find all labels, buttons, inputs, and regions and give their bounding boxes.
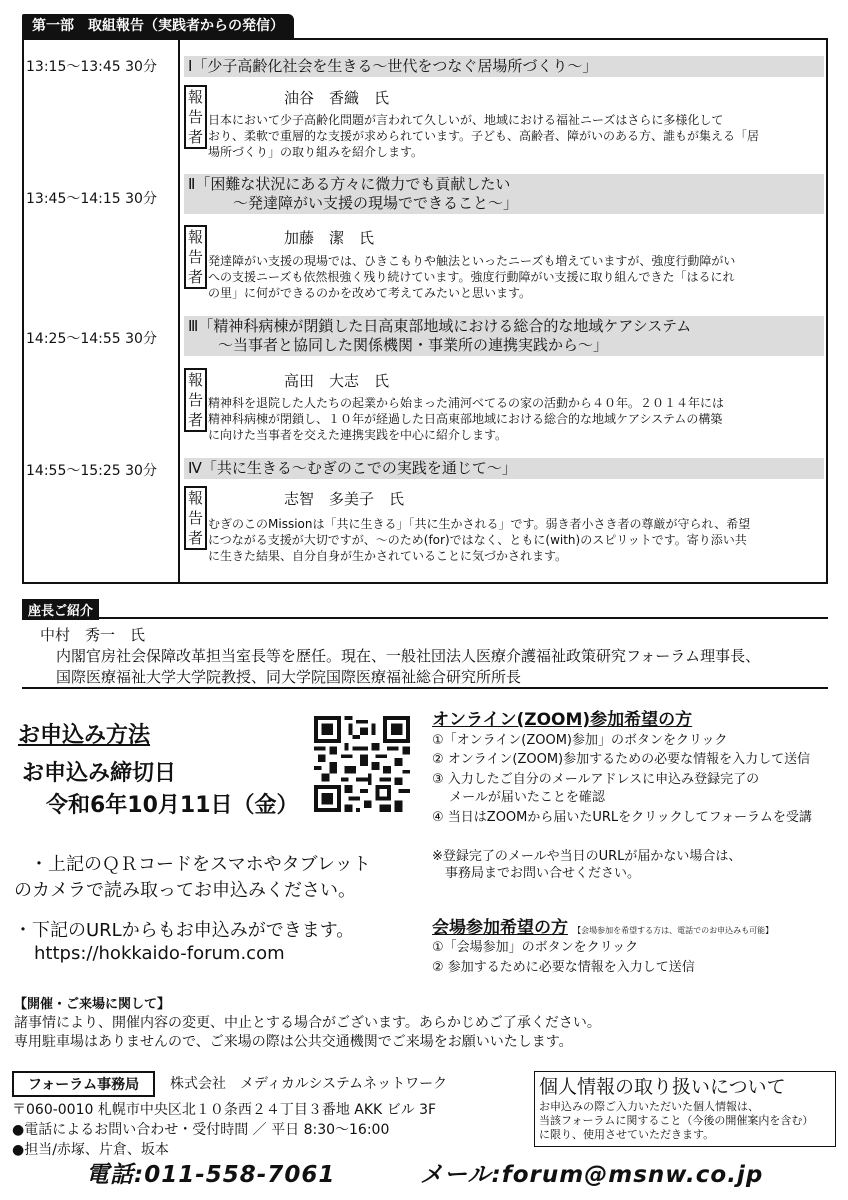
- qr-note-line: ・上記のＱＲコードをスマホやタブレット: [30, 854, 371, 875]
- qr-code-icon[interactable]: [314, 716, 410, 812]
- desc-line: 精神科を退院した人たちの起業から始まった浦河べてるの家の活動から４０年。２０１４年には: [208, 396, 725, 410]
- reporter-label: 報告者: [184, 225, 207, 289]
- desc-line: 精神科病棟が閉鎖し、１０年が経過した日高東部地域における総合的な地域ケアシステムの構築: [208, 412, 723, 426]
- apply-method-title: お申込み方法: [18, 723, 151, 748]
- online-step: ② オンライン(ZOOM)参加するための必要な情報を入力して送信: [432, 752, 811, 767]
- privacy-title: 個人情報の取り扱いについて: [539, 1076, 786, 1098]
- notice-title: 【開催・ご来場に関して】: [14, 997, 171, 1012]
- desc-line: 日本において少子高齢化問題が言われて久しいが、地域における福祉ニーズはさらに多様化して: [208, 113, 724, 127]
- privacy-line: お申込みの際ご入力いただいた個人情報は、: [539, 1100, 759, 1113]
- online-step: ④ 当日はZOOMから届いたURLをクリックしてフォーラムを受講: [432, 810, 812, 825]
- topic-line: Ⅳ「共に生きる～むぎのこでの実践を通じて～」: [188, 459, 517, 477]
- session-4-description: [208, 516, 828, 564]
- topic-line: ～当事者と協同した関係機関・事業所の連携実践から～」: [188, 336, 609, 354]
- reporter-label: 報告者: [184, 368, 207, 432]
- chair-title: 座長ご紹介: [22, 599, 99, 620]
- venue-heading: [432, 913, 773, 938]
- online-step: ③ 入力したご自分のメールアドレスに申込み登録完了の: [432, 772, 760, 787]
- desc-line: むぎのこのMissionは「共に生きる」「共に生かされる」です。弱き者小さき者の尊厳が守られ、希望: [208, 517, 751, 531]
- reporter-name: 志智 多美子 氏: [284, 490, 405, 508]
- privacy-box: [534, 1071, 836, 1147]
- session-3-topic: [184, 316, 824, 356]
- office-address: 〒060-0010 札幌市中央区北１０条西２４丁目３番地 AKK ビル 3F: [12, 1102, 437, 1118]
- notice-line: 専用駐車場はありませんので、ご来場の際は公共交通機関でご来場をお願いいたします。: [14, 1034, 573, 1050]
- reporter-name: 油谷 香織 氏: [284, 89, 390, 107]
- session-2-description: [208, 253, 828, 301]
- notice-line: 諸事情により、開催内容の変更、中止とする場合がございます。あらかじめご了承ください。: [14, 1015, 601, 1031]
- deadline-date: 令和6年10月11日（金）: [46, 793, 299, 818]
- desc-line: に向けた当事者を交えた連携実践を中心に紹介します。: [208, 428, 508, 442]
- office-company: 株式会社 メディカルシステムネットワーク: [170, 1076, 448, 1092]
- topic-line: Ⅰ「少子高齢化社会を生きる～世代をつなぐ居場所づくり～」: [188, 57, 598, 75]
- chair-box: [22, 617, 828, 689]
- session-1-description: [208, 112, 828, 160]
- privacy-line: に限り、使用させていただきます。: [539, 1128, 715, 1141]
- online-title: オンライン(ZOOM)参加希望の方: [432, 710, 693, 730]
- reporter-label: 報告者: [184, 85, 207, 149]
- online-note: ※登録完了のメールや当日のURLが届かない場合は、: [432, 849, 742, 864]
- desc-line: への支援ニーズも依然根強く残り続けています。強度行動障がい支援に取り組んできた「はるにれ: [208, 270, 735, 284]
- desc-line: 場所づくり」の取り組みを紹介します。: [208, 145, 424, 159]
- topic-line: Ⅲ「精神科病棟が閉鎖した日高東部地域における総合的な地域ケアシステム: [188, 317, 692, 335]
- desc-line: 発達障がい支援の現場では、ひきこもりや触法といったニーズも増えていますが、強度行動障がい: [208, 254, 736, 268]
- time-column: [24, 40, 180, 582]
- deadline-label: お申込み締切日: [22, 761, 177, 786]
- phone-number[interactable]: 電話:011-558-7061: [86, 1162, 336, 1188]
- part1-title: 第一部 取組報告（実践者からの発信）: [22, 14, 294, 38]
- desc-line: に生きた結果、自分自身が生かされていることに気づかされます。: [208, 549, 568, 563]
- topic-line: Ⅱ「困難な状況にある方々に微力でも貢献したい: [188, 175, 511, 193]
- session-3-time: 14:25～14:55 30分: [26, 331, 157, 347]
- venue-title: 会場参加希望の方: [432, 918, 568, 938]
- application-url-link[interactable]: https://hokkaido-forum.com: [34, 943, 285, 964]
- program-box: [22, 38, 828, 584]
- office-hours: ●電話によるお問い合わせ・受付時間 ／ 平日 8:30～16:00: [12, 1122, 390, 1138]
- session-4-topic: [184, 458, 824, 479]
- session-2-topic: [184, 174, 824, 214]
- venue-step: ①「会場参加」のボタンをクリック: [432, 940, 639, 955]
- qr-note-line: のカメラで読み取ってお申込みください。: [14, 880, 356, 901]
- reporter-name: 加藤 潔 氏: [284, 229, 375, 247]
- email-address[interactable]: メール:forum@msnw.co.jp: [420, 1162, 764, 1188]
- topic-line: ～発達障がい支援の現場でできること～」: [188, 194, 519, 212]
- privacy-line: 当該フォーラムに関すること（今後の開催案内を含む）: [539, 1114, 814, 1127]
- desc-line: の里」に何ができるのかを改めて考えてみたいと思います。: [208, 286, 532, 300]
- online-step: ①「オンライン(ZOOM)参加」のボタンをクリック: [432, 733, 728, 748]
- session-1-time: 13:15～13:45 30分: [26, 59, 157, 75]
- desc-line: おり、柔軟で重層的な支援が求められています。子ども、高齢者、障がいのある方、誰もが集える「居: [208, 129, 760, 143]
- venue-subtitle: 【会場参加を希望する方は、電話でのお申込みも可能】: [573, 926, 774, 935]
- session-3-description: [208, 395, 828, 443]
- desc-line: につながる支援が大切ですが、～のため(for)ではなく、ともに(with)のスピリットです。寄り添い共: [208, 533, 747, 547]
- online-note: 事務局までお問い合せください。: [432, 866, 641, 881]
- chair-bio-line: 内閣官房社会保障改革担当室長等を歴任。現在、一般社団法人医療介護福祉政策研究フォーラム理事長、: [56, 647, 761, 665]
- office-staff: ●担当/赤塚、片倉、坂本: [12, 1142, 169, 1158]
- online-step: メールが届いたことを確認: [432, 790, 605, 805]
- session-4-time: 14:55～15:25 30分: [26, 463, 157, 479]
- url-note: ・下記のURLからもお申込みができます。: [14, 920, 355, 941]
- chair-bio-line: 国際医療福祉大学大学院教授、同大学院国際医療福祉総合研究所所長: [56, 668, 522, 686]
- privacy-text: [539, 1100, 813, 1142]
- chair-name: 中村 秀一 氏: [40, 626, 146, 644]
- reporter-label: 報告者: [184, 486, 207, 550]
- session-1-topic: [184, 56, 824, 77]
- reporter-name: 高田 大志 氏: [284, 372, 390, 390]
- session-2-time: 13:45～14:15 30分: [26, 191, 157, 207]
- footer-contact: [0, 1156, 848, 1188]
- venue-step: ② 参加するために必要な情報を入力して送信: [432, 960, 695, 975]
- office-label: フォーラム事務局: [12, 1071, 155, 1097]
